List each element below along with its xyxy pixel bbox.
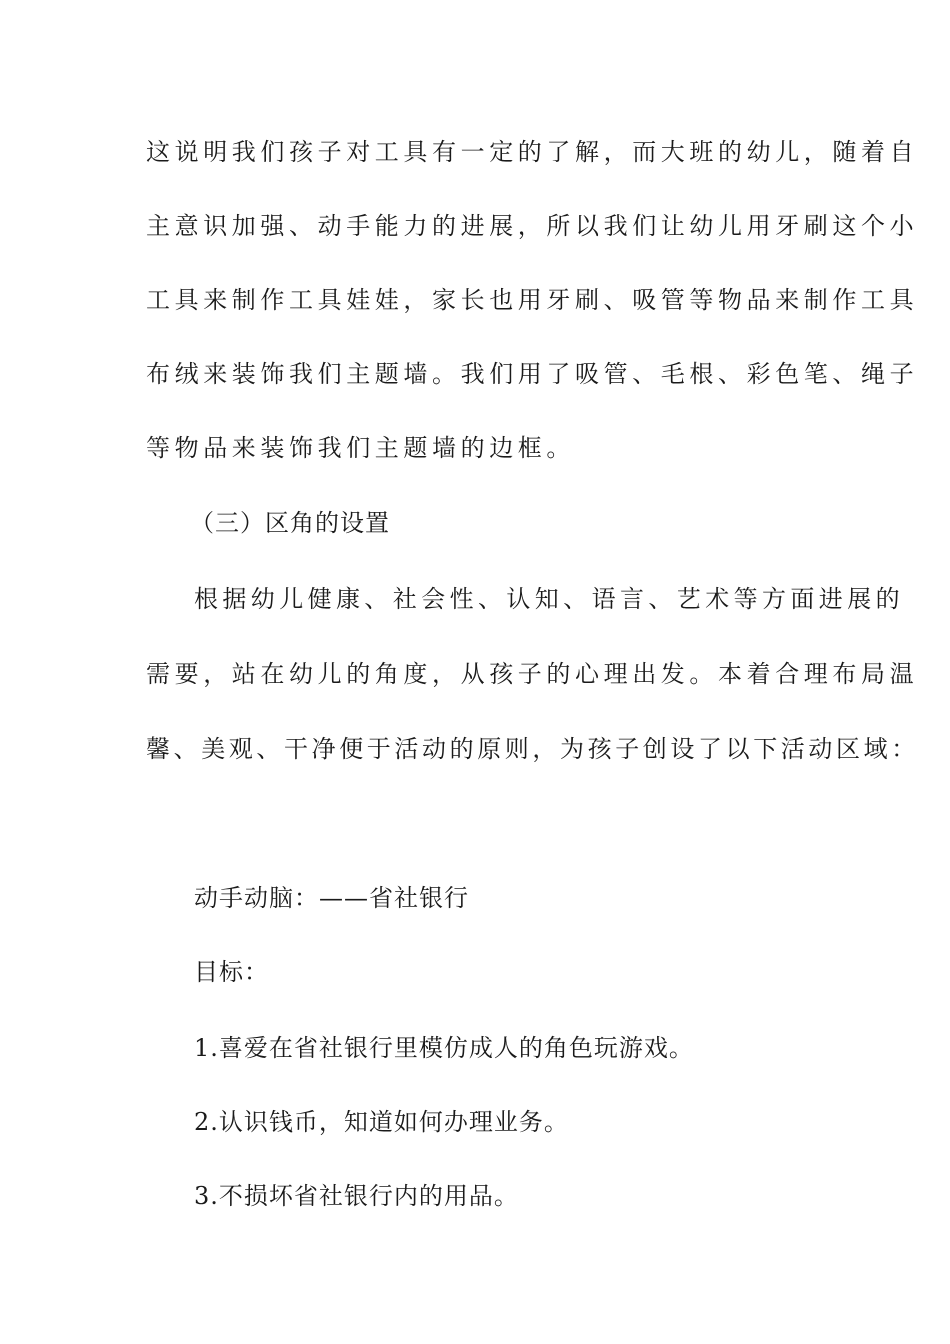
goal-item-2: 2.认识钱币，知道如何办理业务。 bbox=[194, 1108, 569, 1136]
goal-item-1: 1.喜爱在省社银行里模仿成人的角色玩游戏。 bbox=[194, 1034, 694, 1062]
paragraph-1-line-5: 等物品来装饰我们主题墙的边框。 bbox=[146, 434, 575, 462]
paragraph-1-line-3: 工具来制作工具娃娃，家长也用牙刷、吸管等物品来制作工具 bbox=[146, 286, 919, 314]
paragraph-1-line-2: 主意识加强、动手能力的进展，所以我们让幼儿用牙刷这个小 bbox=[146, 212, 919, 240]
goal-item-3: 3.不损坏省社银行内的用品。 bbox=[194, 1182, 519, 1210]
area-title: 动手动脑：——省社银行 bbox=[194, 884, 469, 912]
section-heading: （三）区角的设置 bbox=[190, 509, 390, 537]
paragraph-1-line-4: 布绒来装饰我们主题墙。我们用了吸管、毛根、彩色笔、绳子 bbox=[146, 360, 919, 388]
paragraph-2-line-3: 馨、美观、干净便于活动的原则，为孩子创设了以下活动区域： bbox=[146, 735, 919, 763]
paragraph-2-line-2: 需要，站在幼儿的角度，从孩子的心理出发。本着合理布局温 bbox=[146, 660, 919, 688]
goal-label: 目标： bbox=[194, 958, 269, 986]
paragraph-2-line-1: 根据幼儿健康、社会性、认知、语言、艺术等方面进展的 bbox=[194, 585, 904, 613]
paragraph-1-line-1: 这说明我们孩子对工具有一定的了解，而大班的幼儿，随着自 bbox=[146, 138, 919, 166]
